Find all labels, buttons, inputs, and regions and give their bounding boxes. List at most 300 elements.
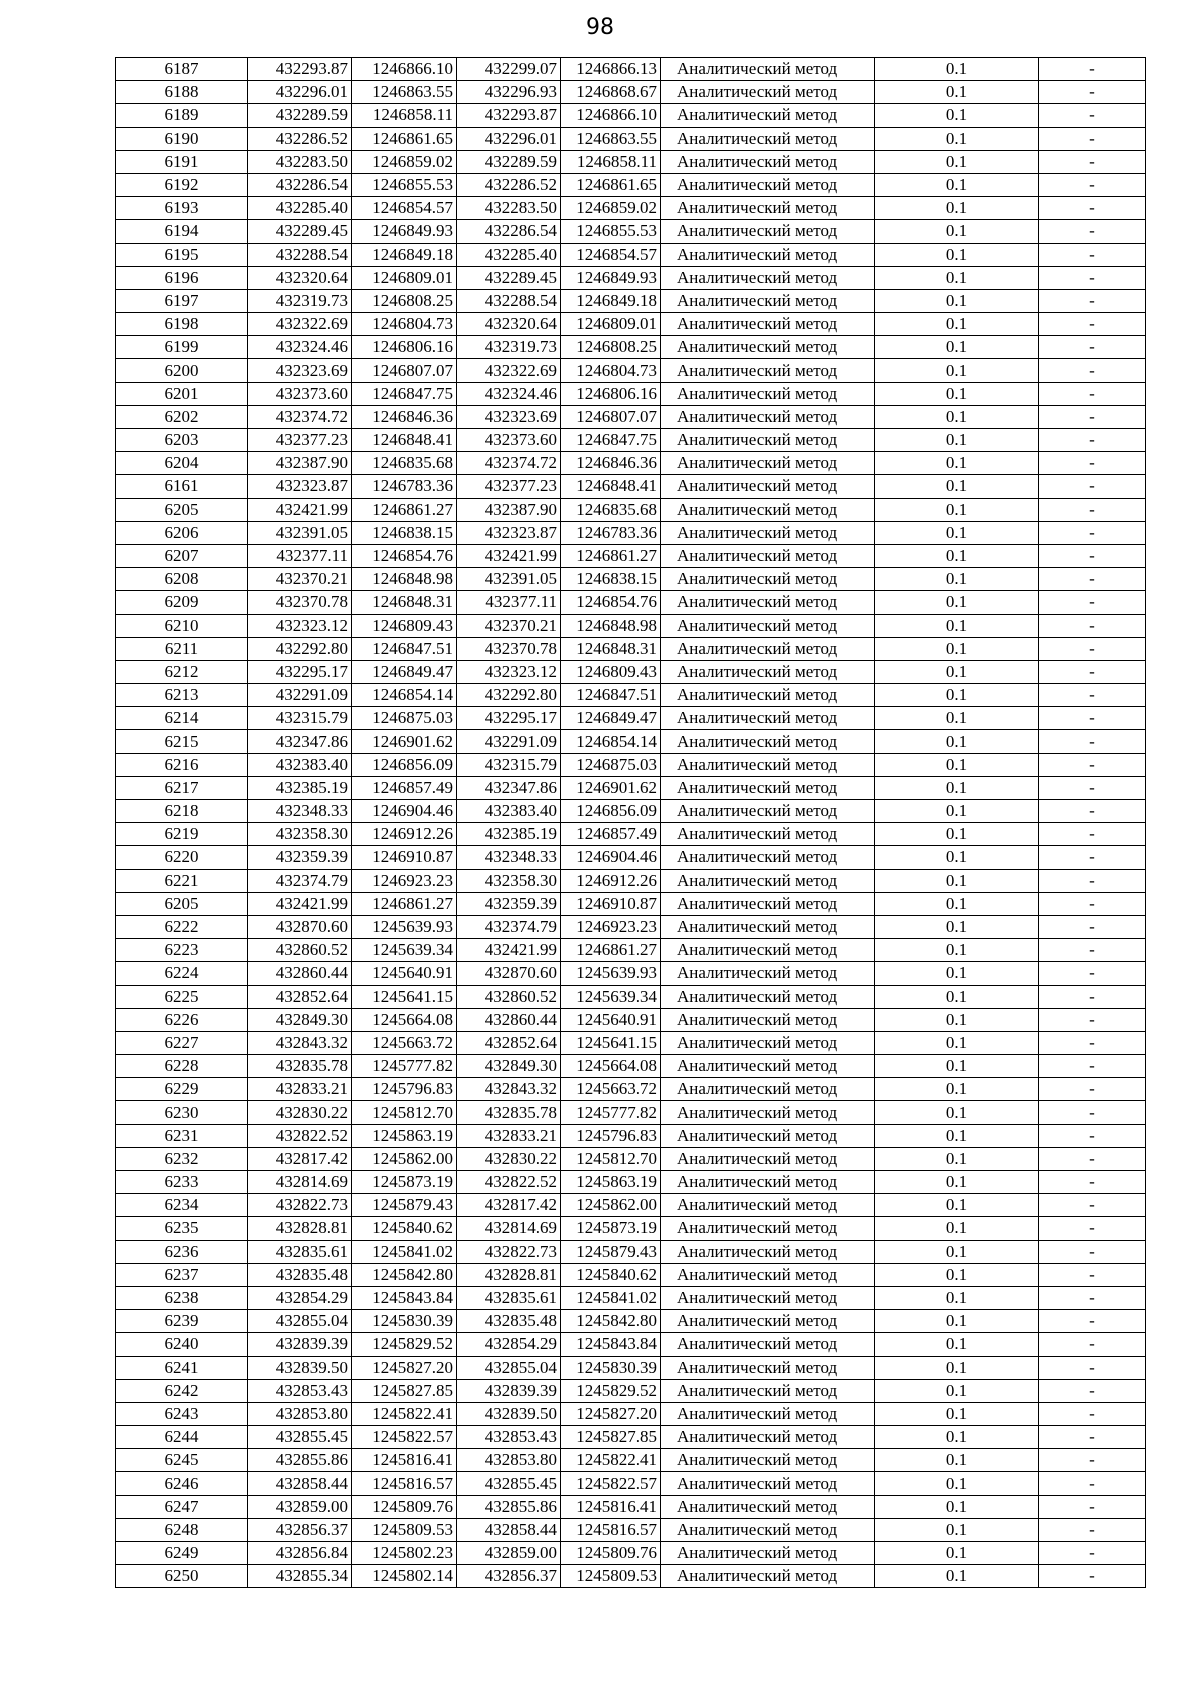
x-prev-coordinate-cell: 432323.87 [457,521,561,544]
y-prev-coordinate-cell: 1245663.72 [561,1078,661,1101]
y-prev-coordinate-cell: 1246854.14 [561,730,661,753]
point-number-cell: 6213 [116,684,248,707]
point-number-cell: 6250 [116,1565,248,1588]
y-prev-coordinate-cell: 1246809.01 [561,313,661,336]
x-coordinate-cell: 432289.45 [248,220,352,243]
point-number-cell: 6210 [116,614,248,637]
method-cell: Аналитический метод [661,127,875,150]
y-prev-coordinate-cell: 1246808.25 [561,336,661,359]
y-coordinate-cell: 1246854.14 [352,684,457,707]
note-cell: - [1039,289,1146,312]
method-cell: Аналитический метод [661,1031,875,1054]
method-cell: Аналитический метод [661,637,875,660]
y-coordinate-cell: 1245873.19 [352,1171,457,1194]
accuracy-cell: 0.1 [875,243,1039,266]
point-number-cell: 6249 [116,1542,248,1565]
y-prev-coordinate-cell: 1245816.57 [561,1518,661,1541]
point-number-cell: 6189 [116,104,248,127]
table-row [116,429,1146,452]
y-coordinate-cell: 1246863.55 [352,81,457,104]
x-coordinate-cell: 432856.84 [248,1542,352,1565]
method-cell: Аналитический метод [661,173,875,196]
x-coordinate-cell: 432323.12 [248,614,352,637]
point-number-cell: 6207 [116,544,248,567]
x-prev-coordinate-cell: 432855.45 [457,1472,561,1495]
y-prev-coordinate-cell: 1245842.80 [561,1310,661,1333]
accuracy-cell: 0.1 [875,359,1039,382]
table-row [116,591,1146,614]
y-coordinate-cell: 1246849.18 [352,243,457,266]
method-cell: Аналитический метод [661,104,875,127]
note-cell: - [1039,614,1146,637]
point-number-cell: 6234 [116,1194,248,1217]
x-coordinate-cell: 432822.73 [248,1194,352,1217]
method-cell: Аналитический метод [661,730,875,753]
y-prev-coordinate-cell: 1246866.10 [561,104,661,127]
y-coordinate-cell: 1245812.70 [352,1101,457,1124]
note-cell: - [1039,266,1146,289]
point-number-cell: 6248 [116,1518,248,1541]
x-prev-coordinate-cell: 432849.30 [457,1055,561,1078]
point-number-cell: 6208 [116,568,248,591]
y-prev-coordinate-cell: 1245843.84 [561,1333,661,1356]
table-row [116,1402,1146,1425]
note-cell: - [1039,1356,1146,1379]
x-prev-coordinate-cell: 432833.21 [457,1124,561,1147]
y-prev-coordinate-cell: 1246846.36 [561,452,661,475]
table-row [116,1263,1146,1286]
y-coordinate-cell: 1246861.27 [352,498,457,521]
x-prev-coordinate-cell: 432835.48 [457,1310,561,1333]
y-coordinate-cell: 1246847.51 [352,637,457,660]
table-row [116,289,1146,312]
y-prev-coordinate-cell: 1245829.52 [561,1379,661,1402]
y-prev-coordinate-cell: 1245639.34 [561,985,661,1008]
x-coordinate-cell: 432289.59 [248,104,352,127]
point-number-cell: 6232 [116,1147,248,1170]
x-prev-coordinate-cell: 432822.52 [457,1171,561,1194]
method-cell: Аналитический метод [661,429,875,452]
x-prev-coordinate-cell: 432286.54 [457,220,561,243]
method-cell: Аналитический метод [661,1240,875,1263]
point-number-cell: 6236 [116,1240,248,1263]
x-prev-coordinate-cell: 432373.60 [457,429,561,452]
x-coordinate-cell: 432288.54 [248,243,352,266]
y-prev-coordinate-cell: 1246854.57 [561,243,661,266]
method-cell: Аналитический метод [661,58,875,81]
note-cell: - [1039,405,1146,428]
y-prev-coordinate-cell: 1246861.27 [561,544,661,567]
coordinates-table-body [116,58,1146,1588]
x-coordinate-cell: 432377.11 [248,544,352,567]
x-coordinate-cell: 432377.23 [248,429,352,452]
y-prev-coordinate-cell: 1246835.68 [561,498,661,521]
method-cell: Аналитический метод [661,521,875,544]
y-coordinate-cell: 1245841.02 [352,1240,457,1263]
accuracy-cell: 0.1 [875,452,1039,475]
point-number-cell: 6217 [116,776,248,799]
table-row [116,1240,1146,1263]
x-prev-coordinate-cell: 432320.64 [457,313,561,336]
point-number-cell: 6216 [116,753,248,776]
x-prev-coordinate-cell: 432817.42 [457,1194,561,1217]
method-cell: Аналитический метод [661,81,875,104]
x-prev-coordinate-cell: 432856.37 [457,1565,561,1588]
note-cell: - [1039,1333,1146,1356]
point-number-cell: 6200 [116,359,248,382]
y-prev-coordinate-cell: 1246804.73 [561,359,661,382]
x-prev-coordinate-cell: 432358.30 [457,869,561,892]
table-row [116,220,1146,243]
note-cell: - [1039,359,1146,382]
method-cell: Аналитический метод [661,313,875,336]
table-row [116,730,1146,753]
table-row [116,776,1146,799]
accuracy-cell: 0.1 [875,1379,1039,1402]
y-prev-coordinate-cell: 1246904.46 [561,846,661,869]
y-coordinate-cell: 1245816.41 [352,1449,457,1472]
note-cell: - [1039,1171,1146,1194]
x-prev-coordinate-cell: 432347.86 [457,776,561,799]
y-prev-coordinate-cell: 1246847.75 [561,429,661,452]
x-prev-coordinate-cell: 432288.54 [457,289,561,312]
x-prev-coordinate-cell: 432855.86 [457,1495,561,1518]
y-coordinate-cell: 1245663.72 [352,1031,457,1054]
y-prev-coordinate-cell: 1245879.43 [561,1240,661,1263]
y-coordinate-cell: 1245827.20 [352,1356,457,1379]
y-prev-coordinate-cell: 1246806.16 [561,382,661,405]
point-number-cell: 6192 [116,173,248,196]
accuracy-cell: 0.1 [875,266,1039,289]
x-coordinate-cell: 432817.42 [248,1147,352,1170]
method-cell: Аналитический метод [661,846,875,869]
accuracy-cell: 0.1 [875,197,1039,220]
y-prev-coordinate-cell: 1245639.93 [561,962,661,985]
note-cell: - [1039,1379,1146,1402]
x-prev-coordinate-cell: 432421.99 [457,544,561,567]
method-cell: Аналитический метод [661,475,875,498]
note-cell: - [1039,1449,1146,1472]
accuracy-cell: 0.1 [875,800,1039,823]
point-number-cell: 6229 [116,1078,248,1101]
y-prev-coordinate-cell: 1246859.02 [561,197,661,220]
y-coordinate-cell: 1246855.53 [352,173,457,196]
accuracy-cell: 0.1 [875,823,1039,846]
method-cell: Аналитический метод [661,1286,875,1309]
y-prev-coordinate-cell: 1246875.03 [561,753,661,776]
point-number-cell: 6198 [116,313,248,336]
x-coordinate-cell: 432320.64 [248,266,352,289]
x-coordinate-cell: 432855.34 [248,1565,352,1588]
point-number-cell: 6209 [116,591,248,614]
method-cell: Аналитический метод [661,1565,875,1588]
method-cell: Аналитический метод [661,150,875,173]
y-prev-coordinate-cell: 1246848.41 [561,475,661,498]
x-coordinate-cell: 432855.86 [248,1449,352,1472]
point-number-cell: 6231 [116,1124,248,1147]
x-coordinate-cell: 432323.69 [248,359,352,382]
accuracy-cell: 0.1 [875,1101,1039,1124]
table-row [116,475,1146,498]
x-coordinate-cell: 432853.43 [248,1379,352,1402]
method-cell: Аналитический метод [661,1402,875,1425]
y-prev-coordinate-cell: 1246863.55 [561,127,661,150]
y-prev-coordinate-cell: 1246861.65 [561,173,661,196]
note-cell: - [1039,915,1146,938]
x-coordinate-cell: 432843.32 [248,1031,352,1054]
accuracy-cell: 0.1 [875,730,1039,753]
x-prev-coordinate-cell: 432374.72 [457,452,561,475]
accuracy-cell: 0.1 [875,544,1039,567]
y-prev-coordinate-cell: 1246848.98 [561,614,661,637]
x-prev-coordinate-cell: 432830.22 [457,1147,561,1170]
table-row [116,1031,1146,1054]
point-number-cell: 6205 [116,498,248,521]
accuracy-cell: 0.1 [875,985,1039,1008]
y-coordinate-cell: 1245802.14 [352,1565,457,1588]
point-number-cell: 6190 [116,127,248,150]
note-cell: - [1039,684,1146,707]
point-number-cell: 6228 [116,1055,248,1078]
accuracy-cell: 0.1 [875,591,1039,614]
note-cell: - [1039,568,1146,591]
y-prev-coordinate-cell: 1245873.19 [561,1217,661,1240]
note-cell: - [1039,892,1146,915]
x-coordinate-cell: 432860.52 [248,939,352,962]
method-cell: Аналитический метод [661,359,875,382]
x-coordinate-cell: 432319.73 [248,289,352,312]
point-number-cell: 6196 [116,266,248,289]
y-coordinate-cell: 1246875.03 [352,707,457,730]
y-coordinate-cell: 1246838.15 [352,521,457,544]
x-coordinate-cell: 432835.61 [248,1240,352,1263]
method-cell: Аналитический метод [661,382,875,405]
method-cell: Аналитический метод [661,1379,875,1402]
note-cell: - [1039,498,1146,521]
table-row [116,313,1146,336]
method-cell: Аналитический метод [661,1101,875,1124]
method-cell: Аналитический метод [661,1147,875,1170]
table-row [116,823,1146,846]
y-prev-coordinate-cell: 1246807.07 [561,405,661,428]
y-prev-coordinate-cell: 1245796.83 [561,1124,661,1147]
table-row [116,1055,1146,1078]
accuracy-cell: 0.1 [875,939,1039,962]
table-row [116,985,1146,1008]
x-prev-coordinate-cell: 432348.33 [457,846,561,869]
table-row [116,1101,1146,1124]
x-prev-coordinate-cell: 432286.52 [457,173,561,196]
table-row [116,869,1146,892]
table-row [116,498,1146,521]
accuracy-cell: 0.1 [875,1542,1039,1565]
point-number-cell: 6219 [116,823,248,846]
point-number-cell: 6218 [116,800,248,823]
table-row [116,127,1146,150]
y-coordinate-cell: 1246866.10 [352,58,457,81]
method-cell: Аналитический метод [661,336,875,359]
accuracy-cell: 0.1 [875,1495,1039,1518]
y-prev-coordinate-cell: 1246848.31 [561,637,661,660]
method-cell: Аналитический метод [661,892,875,915]
method-cell: Аналитический метод [661,1008,875,1031]
x-prev-coordinate-cell: 432853.43 [457,1426,561,1449]
y-prev-coordinate-cell: 1245664.08 [561,1055,661,1078]
table-row [116,1147,1146,1170]
table-row [116,150,1146,173]
point-number-cell: 6188 [116,81,248,104]
x-prev-coordinate-cell: 432370.78 [457,637,561,660]
y-coordinate-cell: 1246912.26 [352,823,457,846]
table-row [116,1449,1146,1472]
x-coordinate-cell: 432421.99 [248,498,352,521]
accuracy-cell: 0.1 [875,1078,1039,1101]
y-coordinate-cell: 1246809.43 [352,614,457,637]
table-row [116,405,1146,428]
x-prev-coordinate-cell: 432852.64 [457,1031,561,1054]
x-prev-coordinate-cell: 432858.44 [457,1518,561,1541]
accuracy-cell: 0.1 [875,776,1039,799]
point-number-cell: 6230 [116,1101,248,1124]
y-coordinate-cell: 1246861.65 [352,127,457,150]
method-cell: Аналитический метод [661,220,875,243]
note-cell: - [1039,1402,1146,1425]
x-coordinate-cell: 432830.22 [248,1101,352,1124]
table-row [116,1286,1146,1309]
x-coordinate-cell: 432421.99 [248,892,352,915]
x-prev-coordinate-cell: 432296.01 [457,127,561,150]
table-row [116,962,1146,985]
accuracy-cell: 0.1 [875,962,1039,985]
y-coordinate-cell: 1246857.49 [352,776,457,799]
y-coordinate-cell: 1245822.57 [352,1426,457,1449]
x-prev-coordinate-cell: 432315.79 [457,753,561,776]
x-prev-coordinate-cell: 432814.69 [457,1217,561,1240]
method-cell: Аналитический метод [661,452,875,475]
x-coordinate-cell: 432293.87 [248,58,352,81]
method-cell: Аналитический метод [661,197,875,220]
x-coordinate-cell: 432374.79 [248,869,352,892]
x-coordinate-cell: 432370.78 [248,591,352,614]
x-coordinate-cell: 432286.52 [248,127,352,150]
table-row [116,336,1146,359]
x-prev-coordinate-cell: 432385.19 [457,823,561,846]
x-coordinate-cell: 432285.40 [248,197,352,220]
table-row [116,1194,1146,1217]
y-prev-coordinate-cell: 1245827.85 [561,1426,661,1449]
y-coordinate-cell: 1245802.23 [352,1542,457,1565]
y-coordinate-cell: 1246808.25 [352,289,457,312]
x-prev-coordinate-cell: 432293.87 [457,104,561,127]
accuracy-cell: 0.1 [875,1310,1039,1333]
x-coordinate-cell: 432295.17 [248,660,352,683]
y-coordinate-cell: 1245640.91 [352,962,457,985]
point-number-cell: 6215 [116,730,248,753]
note-cell: - [1039,1124,1146,1147]
x-coordinate-cell: 432835.78 [248,1055,352,1078]
note-cell: - [1039,475,1146,498]
x-prev-coordinate-cell: 432289.59 [457,150,561,173]
x-prev-coordinate-cell: 432391.05 [457,568,561,591]
note-cell: - [1039,660,1146,683]
point-number-cell: 6233 [116,1171,248,1194]
y-coordinate-cell: 1246858.11 [352,104,457,127]
y-coordinate-cell: 1245816.57 [352,1472,457,1495]
accuracy-cell: 0.1 [875,1565,1039,1588]
accuracy-cell: 0.1 [875,915,1039,938]
x-prev-coordinate-cell: 432822.73 [457,1240,561,1263]
point-number-cell: 6244 [116,1426,248,1449]
method-cell: Аналитический метод [661,776,875,799]
note-cell: - [1039,1518,1146,1541]
table-row [116,452,1146,475]
x-coordinate-cell: 432856.37 [248,1518,352,1541]
method-cell: Аналитический метод [661,243,875,266]
method-cell: Аналитический метод [661,544,875,567]
note-cell: - [1039,1031,1146,1054]
x-prev-coordinate-cell: 432843.32 [457,1078,561,1101]
method-cell: Аналитический метод [661,1310,875,1333]
point-number-cell: 6214 [116,707,248,730]
note-cell: - [1039,544,1146,567]
y-prev-coordinate-cell: 1245841.02 [561,1286,661,1309]
accuracy-cell: 0.1 [875,1472,1039,1495]
x-coordinate-cell: 432347.86 [248,730,352,753]
accuracy-cell: 0.1 [875,753,1039,776]
note-cell: - [1039,1194,1146,1217]
y-coordinate-cell: 1245664.08 [352,1008,457,1031]
y-coordinate-cell: 1245879.43 [352,1194,457,1217]
x-prev-coordinate-cell: 432359.39 [457,892,561,915]
method-cell: Аналитический метод [661,1518,875,1541]
note-cell: - [1039,173,1146,196]
table-row [116,1124,1146,1147]
y-prev-coordinate-cell: 1245777.82 [561,1101,661,1124]
y-prev-coordinate-cell: 1245822.41 [561,1449,661,1472]
method-cell: Аналитический метод [661,1263,875,1286]
note-cell: - [1039,800,1146,823]
point-number-cell: 6222 [116,915,248,938]
point-number-cell: 6221 [116,869,248,892]
point-number-cell: 6240 [116,1333,248,1356]
x-coordinate-cell: 432315.79 [248,707,352,730]
table-row [116,614,1146,637]
y-prev-coordinate-cell: 1246866.13 [561,58,661,81]
table-row [116,1518,1146,1541]
point-number-cell: 6239 [116,1310,248,1333]
note-cell: - [1039,1472,1146,1495]
accuracy-cell: 0.1 [875,1147,1039,1170]
x-coordinate-cell: 432374.72 [248,405,352,428]
y-coordinate-cell: 1245827.85 [352,1379,457,1402]
method-cell: Аналитический метод [661,915,875,938]
table-row [116,197,1146,220]
y-coordinate-cell: 1246859.02 [352,150,457,173]
y-coordinate-cell: 1246847.75 [352,382,457,405]
x-prev-coordinate-cell: 432296.93 [457,81,561,104]
point-number-cell: 6191 [116,150,248,173]
x-coordinate-cell: 432828.81 [248,1217,352,1240]
table-row [116,1333,1146,1356]
note-cell: - [1039,591,1146,614]
accuracy-cell: 0.1 [875,568,1039,591]
x-coordinate-cell: 432283.50 [248,150,352,173]
coordinates-table [115,57,1146,1588]
method-cell: Аналитический метод [661,823,875,846]
accuracy-cell: 0.1 [875,1194,1039,1217]
method-cell: Аналитический метод [661,1449,875,1472]
note-cell: - [1039,220,1146,243]
